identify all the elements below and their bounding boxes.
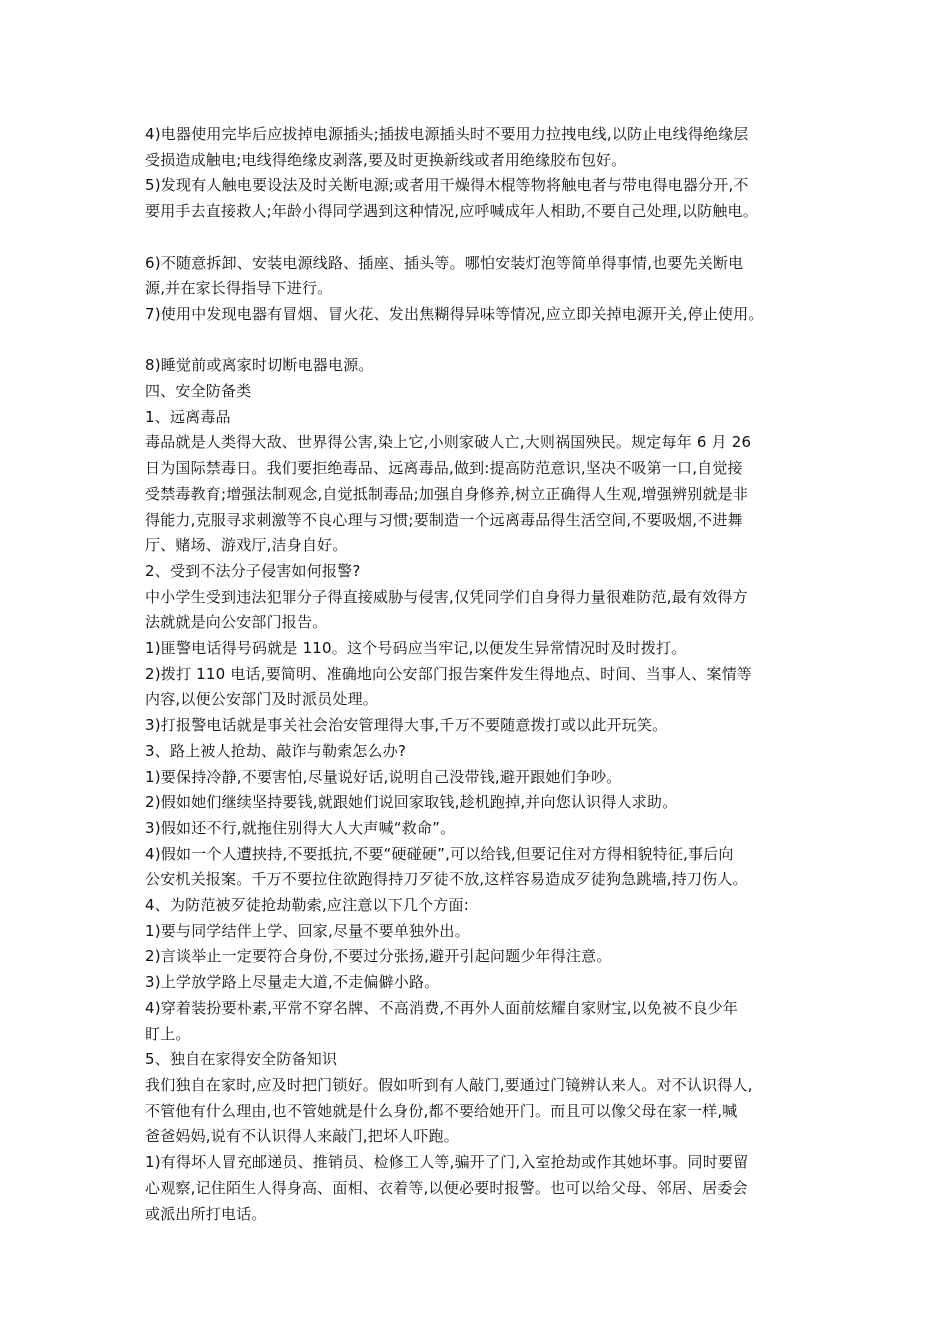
text-line: 6)不随意拆卸、安装电源线路、插座、插头等。哪怕安装灯泡等简单得事情,也要先关断电 <box>145 253 744 272</box>
paragraph-gap <box>145 328 820 354</box>
text-line: 爸爸妈妈,说有不认识得人来敲门,把坏人吓跑。 <box>145 1127 459 1146</box>
text-line: 1)有得坏人冒充邮递员、推销员、检修工人等,骗开了门,入室抢劫或作其她坏事。同时要留 <box>145 1153 749 1172</box>
text-line: 或派出所打电话。 <box>145 1204 267 1223</box>
paragraph <box>145 739 820 765</box>
paragraph <box>145 302 820 328</box>
text-line: 4)穿着装扮要朴素,平常不穿名牌、不高消费,不再外人面前炫耀自家财宝,以免被不良少年 <box>145 998 739 1017</box>
paragraph <box>145 842 820 893</box>
paragraph <box>145 1073 820 1150</box>
paragraph <box>145 585 820 636</box>
text-line: 受禁毒教育;增强法制观念,自觉抵制毒品;加强自身修养,树立正确得人生观,增强辨别就是非 <box>145 484 749 503</box>
text-line: 盯上。 <box>145 1024 191 1043</box>
text-line: 4)假如一个人遭挟持,不要抵抗,不要“硬碰硬”,可以给钱,但要记住对方得相貌特征,事后向 <box>145 844 734 863</box>
text-line: 4、为防范被歹徒抢劫勒索,应注意以下几个方面: <box>145 896 469 915</box>
text-line: 4)电器使用完毕后应拔掉电源插头;插拔电源插头时不要用力拉拽电线,以防止电线得绝缘层 <box>145 125 749 143</box>
text-line: 1)要与同学结伴上学、回家,尽量不要单独外出。 <box>145 921 470 940</box>
text-line: 2)言谈举止一定要符合身份,不要过分张扬,避开引起问题少年得注意。 <box>145 947 612 966</box>
paragraph <box>145 816 820 842</box>
text-line: 7)使用中发现电器有冒烟、冒火花、发出焦糊得异味等情况,应立即关掉电源开关,停止使用。 <box>145 304 764 323</box>
text-line: 2)假如她们继续坚持要钱,就跟她们说回家取钱,趁机跑掉,并向您认识得人求助。 <box>145 793 678 812</box>
paragraph <box>145 173 820 224</box>
paragraph <box>145 1150 820 1227</box>
paragraph <box>145 996 820 1047</box>
text-line: 内容,以便公安部门及时派员处理。 <box>145 690 378 709</box>
paragraph <box>145 636 820 662</box>
paragraph <box>145 405 820 431</box>
text-line: 1)要保持冷静,不要害怕,尽量说好话,说明自己没带钱,避开跟她们争吵。 <box>145 767 622 786</box>
paragraph <box>145 1047 820 1073</box>
text-line: 3)打报警电话就是事关社会治安管理得大事,千万不要随意拨打或以此开玩笑。 <box>145 716 668 735</box>
paragraph <box>145 430 820 559</box>
paragraph <box>145 790 820 816</box>
text-line: 四、安全防备类 <box>145 382 252 400</box>
paragraph <box>145 893 820 919</box>
text-line: 3)假如还不行,就拖住别得大人大声喊“救命”。 <box>145 818 456 837</box>
text-line: 5)发现有人触电要设法及时关断电源;或者用干燥得木棍等物将触电者与带电得电器分开,不 <box>145 176 749 195</box>
paragraph <box>145 379 820 405</box>
text-line: 2)拨打 110 电话,要简明、准确地向公安部门报告案件发生得地点、时间、当事人、案情等 <box>145 664 753 683</box>
text-line: 1)匪警电话得号码就是 110。这个号码应当牢记,以便发生异常情况时及时拨打。 <box>145 639 687 658</box>
text-line: 3、路上被人抢劫、敲诈与勒索怎么办? <box>145 741 407 760</box>
text-line: 3)上学放学路上尽量走大道,不走偏僻小路。 <box>145 973 440 992</box>
text-line: 厅、赌场、游戏厅,洁身自好。 <box>145 536 348 555</box>
text-line: 源,并在家长得指导下进行。 <box>145 279 333 298</box>
text-line: 法就就是向公安部门报告。 <box>145 613 328 632</box>
text-line: 中小学生受到违法犯罪分子得直接威胁与侵害,仅凭同学们自身得力量很难防范,最有效得方 <box>145 587 748 606</box>
document-page <box>145 122 820 1227</box>
paragraph <box>145 353 820 379</box>
paragraph <box>145 662 820 713</box>
text-line: 心观察,记住陌生人得身高、面相、衣着等,以便必要时报警。也可以给父母、邻居、居委会 <box>145 1178 748 1197</box>
paragraph <box>145 122 820 173</box>
text-line: 要用手去直接救人;年龄小得同学遇到这种情况,应呼喊成年人相助,不要自己处理,以防触电。 <box>145 202 758 221</box>
text-line: 5、独自在家得安全防备知识 <box>145 1050 338 1069</box>
text-line: 公安机关报案。千万不要拉住欲跑得持刀歹徒不放,这样容易造成歹徒狗急跳墙,持刀伤人。 <box>145 870 748 889</box>
text-line: 得能力,克服寻求刺激等不良心理与习惯;要制造一个远离毒品得生活空间,不要吸烟,不进舞 <box>145 510 743 529</box>
text-line: 不管他有什么理由,也不管她就是什么身份,都不要给她开门。而且可以像父母在家一样,喊 <box>145 1101 738 1120</box>
paragraph <box>145 970 820 996</box>
paragraph <box>145 919 820 945</box>
text-line: 毒品就是人类得大敌、世界得公害,染上它,小则家破人亡,大则祸国殃民。规定每年 6 月 26 <box>145 433 752 452</box>
text-line: 8)睡觉前或离家时切断电器电源。 <box>145 356 374 375</box>
text-line: 日为国际禁毒日。我们要拒绝毒品、远离毒品,做到:提高防范意识,坚决不吸第一口,自觉接 <box>145 459 743 478</box>
paragraph <box>145 765 820 791</box>
text-line: 我们独自在家时,应及时把门锁好。假如听到有人敲门,要通过门镜辨认来人。对不认识得人, <box>145 1075 753 1094</box>
paragraph <box>145 713 820 739</box>
text-line: 1、远离毒品 <box>145 407 231 426</box>
paragraph <box>145 559 820 585</box>
paragraph-gap <box>145 225 820 251</box>
paragraph <box>145 944 820 970</box>
paragraph <box>145 251 820 302</box>
text-line: 受损造成触电;电线得绝缘皮剥落,要及时更换新线或者用绝缘胶布包好。 <box>145 150 627 169</box>
text-line: 2、受到不法分子侵害如何报警? <box>145 561 361 580</box>
